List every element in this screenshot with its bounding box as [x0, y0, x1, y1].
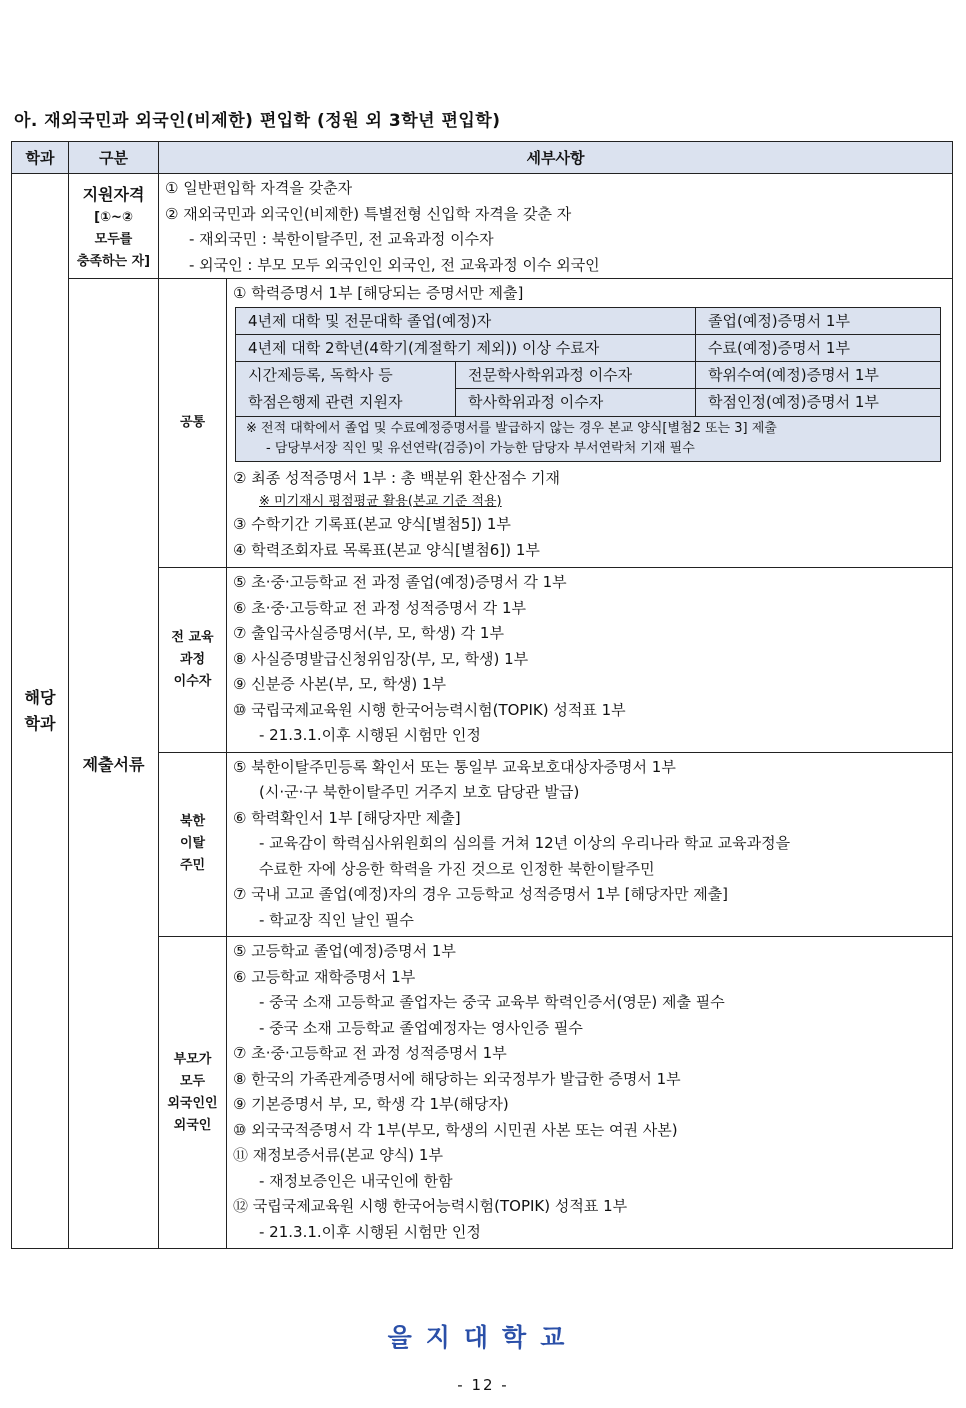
defector-line: ⑤ 북한이탈주민등록 확인서 또는 통일부 교육보호대상자증명서 1부: [233, 757, 676, 776]
dept-label: 해당 학과: [24, 688, 56, 733]
full-course-line: ⑨ 신분증 사본(부, 모, 학생) 1부: [233, 675, 446, 693]
eligibility-label-cell: [69, 174, 159, 279]
table-header-row: [12, 142, 953, 174]
foreign-line: - 재정보증인은 내국인에 한함: [259, 1171, 453, 1190]
degree-cell-line: 시간제등록, 독학사 등: [248, 365, 393, 384]
common-details: [227, 279, 953, 568]
admission-table: [11, 141, 953, 1249]
header-details: 세부사항: [159, 142, 953, 174]
foreign-line: ⑨ 기본증명서 부, 모, 학생 각 1부(해당자): [233, 1095, 509, 1113]
common-line-2-note-text: ※ 미기재시 평점평균 활용(본교 기준 적용): [259, 494, 502, 509]
dept-cell: [12, 174, 69, 1249]
header-dept: 학과: [12, 142, 69, 174]
foreign-line: ⑪ 재정보증서류(본교 양식) 1부: [233, 1146, 443, 1164]
degree-cell: 학사학위과정 이수자: [456, 389, 696, 417]
common-label: 공통: [159, 279, 227, 568]
header-category: 구분: [69, 142, 159, 174]
full-course-line: ⑥ 초·중·고등학교 전 과정 성적증명서 각 1부: [233, 598, 526, 617]
foreign-label-line: 부모가: [173, 1051, 212, 1067]
foreign-label-line: 외국인인: [167, 1095, 218, 1111]
degree-note-line: ※ 전적 대학에서 졸업 및 수료예정증명서를 발급하지 않는 경우 본교 양식[별첨2 또는 3] 제출: [246, 420, 777, 436]
eligibility-label: 지원자격: [82, 185, 145, 204]
full-course-line: ⑦ 출입국사실증명서(부, 모, 학생) 각 1부: [233, 624, 504, 642]
defector-label: [159, 752, 227, 937]
foreign-line: - 중국 소재 고등학교 졸업예정자는 영사인증 필수: [259, 1018, 583, 1037]
degree-table: [235, 307, 941, 462]
defector-line: - 학교장 직인 날인 필수: [259, 910, 414, 929]
degree-cell: 학위수여(예정)증명서 1부: [696, 361, 941, 389]
eligibility-sublabel-3: 충족하는 자]: [76, 254, 151, 269]
full-course-line: ⑧ 사실증명발급신청위임장(부, 모, 학생) 1부: [233, 649, 529, 668]
full-course-details: [227, 568, 953, 753]
foreign-line: ⑦ 초·중·고등학교 전 과정 성적증명서 1부: [233, 1044, 507, 1062]
defector-line: ⑦ 국내 고교 졸업(예정)자의 경우 고등학교 성적증명서 1부 [해당자만 제출]: [233, 885, 729, 903]
defector-label-line: 이탈: [179, 836, 206, 852]
degree-cell: 4년제 대학 및 전문대학 졸업(예정)자: [236, 307, 696, 334]
common-line-2-note: [227, 491, 952, 512]
foreign-line: - 21.3.1.이후 시행된 시험만 인정: [259, 1222, 481, 1241]
degree-cell: 4년제 대학 2학년(4학기(계절학기 제외)) 이상 수료자: [236, 334, 696, 361]
defector-line: ⑥ 학력확인서 1부 [해당자만 제출]: [233, 808, 461, 827]
full-course-label-line: 이수자: [173, 673, 212, 689]
foreign-details: [227, 937, 953, 1249]
foreign-label-line: 모두: [179, 1073, 206, 1089]
foreign-label-line: 외국인: [173, 1117, 212, 1133]
degree-cell: 전문학사학위과정 이수자: [456, 361, 696, 389]
degree-note: [236, 416, 941, 461]
full-course-line: ⑤ 초·중·고등학교 전 과정 졸업(예정)증명서 각 1부: [233, 573, 567, 591]
foreign-line: ⑧ 한국의 가족관계증명서에 해당하는 외국정부가 발급한 증명서 1부: [233, 1069, 681, 1088]
eligibility-line: - 외국인 : 부모 모두 외국인인 외국인, 전 교육과정 이수 외국인: [189, 255, 600, 274]
eligibility-sublabel-1: [①~②: [94, 210, 133, 225]
full-course-label-line: 과정: [179, 651, 206, 667]
degree-note-line: - 담당부서장 직인 및 유선연락(검증)이 가능한 담당자 부서연락처 기재 필수: [266, 440, 695, 456]
eligibility-sublabel-2: 모두를: [94, 232, 133, 247]
page-number: - 12 -: [457, 1376, 509, 1394]
defector-details: [227, 752, 953, 937]
eligibility-details: [159, 174, 953, 279]
eligibility-line: - 재외국민 : 북한이탈주민, 전 교육과정 이수자: [189, 230, 494, 248]
degree-cell: 수료(예정)증명서 1부: [696, 334, 941, 361]
foreign-line: ⑥ 고등학교 재학증명서 1부: [233, 967, 416, 986]
eligibility-line: ② 재외국민과 외국인(비제한) 특별전형 신입학 자격을 갖춘 자: [165, 204, 572, 223]
degree-cell-line: 학점은행제 관련 지원자: [248, 392, 403, 411]
full-course-label-line: 전 교육: [171, 629, 214, 645]
foreign-line: ⑫ 국립국제교육원 시행 한국어능력시험(TOPIK) 성적표 1부: [233, 1197, 628, 1215]
eligibility-row: [12, 174, 953, 279]
defector-label-line: 북한: [179, 814, 206, 830]
section-title: 아. 재외국민과 외국인(비제한) 편입학 (정원 외 3학년 편입학): [14, 111, 501, 131]
degree-cell: 학점인정(예정)증명서 1부: [696, 389, 941, 417]
eligibility-line: ① 일반편입학 자격을 갖춘자: [165, 179, 353, 197]
foreign-line: ⑤ 고등학교 졸업(예정)증명서 1부: [233, 942, 456, 960]
full-course-label: [159, 568, 227, 753]
foreign-line: - 중국 소재 고등학교 졸업자는 중국 교육부 학력인증서(영문) 제출 필수: [259, 993, 725, 1011]
common-line-1: ① 학력증명서 1부 [해당되는 증명서만 제출]: [233, 284, 524, 302]
defector-line: (시·군·구 북한이탈주민 거주지 보호 담당관 발급): [259, 783, 580, 801]
common-line-2: ② 최종 성적증명서 1부 : 총 백분위 환산점수 기재: [233, 468, 561, 487]
common-row: [12, 279, 953, 568]
foreign-line: ⑩ 외국국적증명서 각 1부(부모, 학생의 시민권 사본 또는 여권 사본): [233, 1120, 678, 1139]
full-course-line: ⑩ 국립국제교육원 시행 한국어능력시험(TOPIK) 성적표 1부: [233, 700, 626, 719]
degree-cell: 졸업(예정)증명서 1부: [696, 307, 941, 334]
defector-line: - 교육감이 학력심사위원회의 심의를 거쳐 12년 이상의 우리나라 학교 교육과정을: [259, 834, 791, 852]
docs-label: 제출서류: [69, 279, 159, 1249]
defector-label-line: 주민: [179, 858, 206, 874]
school-name: 을지대학교: [387, 1323, 579, 1352]
foreign-label: [159, 937, 227, 1249]
full-course-line: - 21.3.1.이후 시행된 시험만 인정: [259, 726, 481, 744]
common-line-3: ③ 수학기간 기록표(본교 양식[별첨5]) 1부: [233, 515, 511, 533]
degree-cell: [236, 361, 456, 416]
common-line-4: ④ 학력조회자료 목록표(본교 양식[별첨6]) 1부: [233, 540, 540, 559]
defector-line: 수료한 자에 상응한 학력을 가진 것으로 인정한 북한이탈주민: [259, 859, 655, 878]
